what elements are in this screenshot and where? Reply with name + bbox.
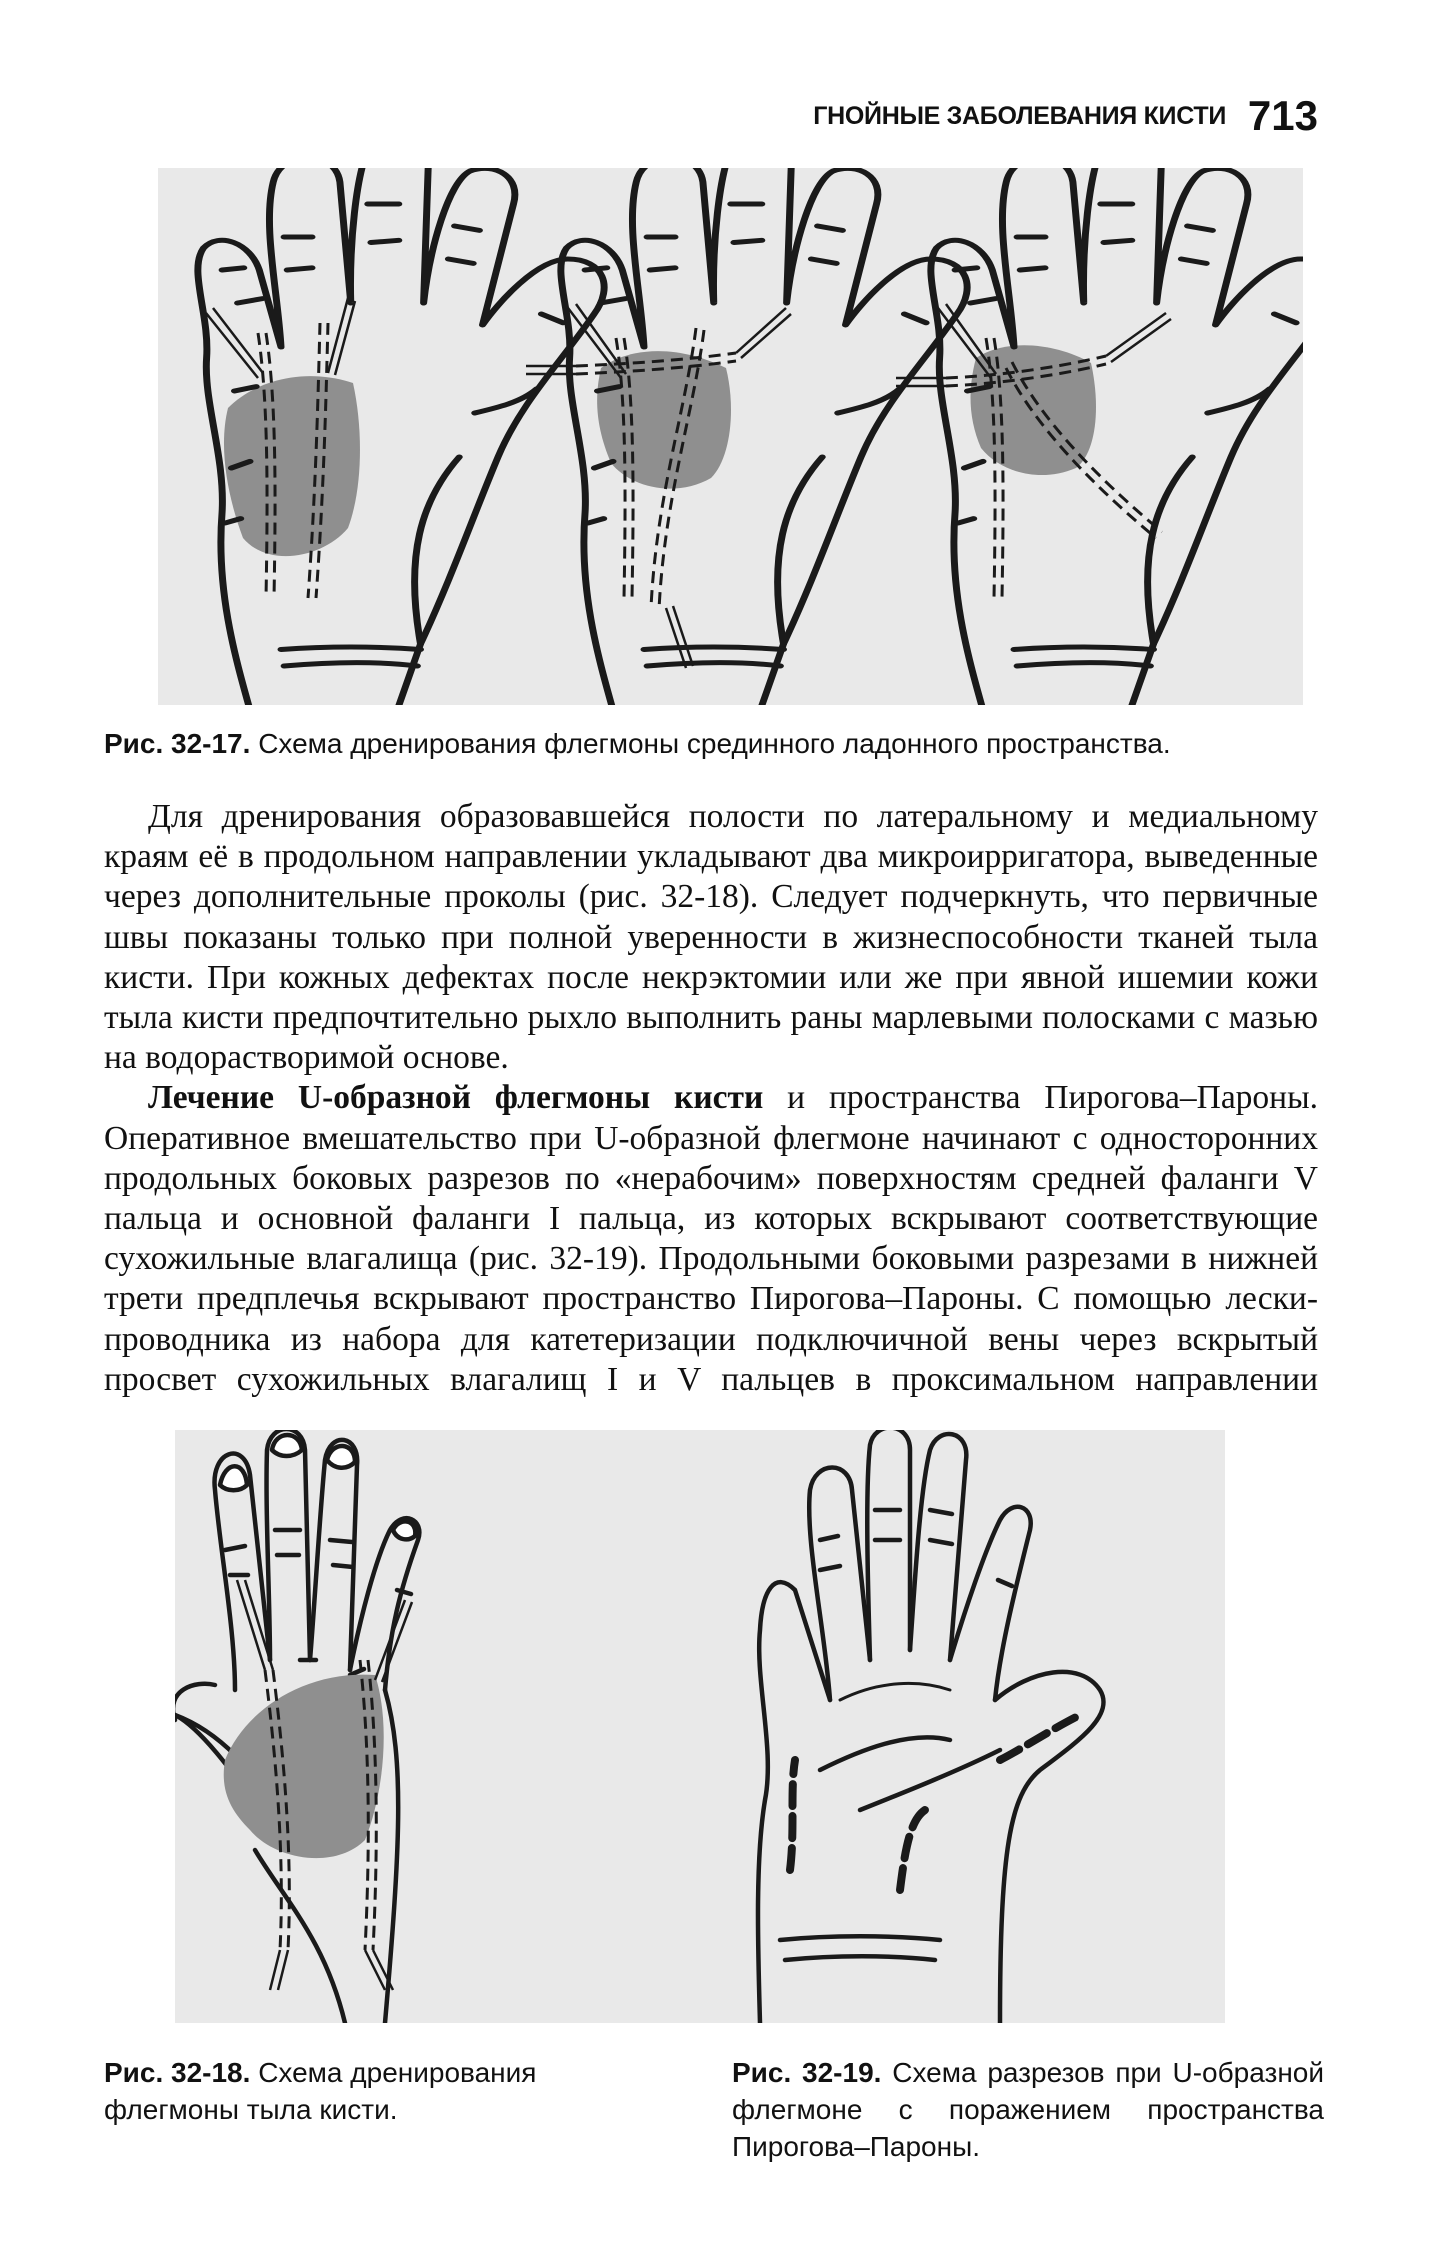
figure-label: Рис. 32-18. bbox=[104, 2057, 251, 2088]
page-number: 713 bbox=[1247, 92, 1318, 139]
figure-32-19-caption bbox=[732, 2054, 1324, 2165]
figure-32-17 bbox=[158, 168, 1303, 705]
figure-32-18-caption bbox=[104, 2054, 664, 2128]
caption-text: Схема разрезов при U-образной флегмоне с поражением пространства Пирогова–Пароны. bbox=[732, 2057, 1324, 2162]
page-header bbox=[0, 92, 1318, 142]
figures-32-18-32-19 bbox=[175, 1430, 1225, 2023]
figure-label: Рис. 32-19. bbox=[732, 2057, 882, 2088]
incision-lines bbox=[790, 1715, 1080, 1890]
abscess-area bbox=[224, 1675, 384, 1859]
palmar-hand-drawing bbox=[758, 1430, 1104, 2023]
figure-32-17-illustration bbox=[158, 168, 1303, 705]
running-title: ГНОЙНЫЕ ЗАБОЛЕВАНИЯ КИСТИ bbox=[813, 102, 1226, 130]
caption-text: Схема дренирования флегмоны тыла кисти. bbox=[104, 2057, 537, 2125]
figure-32-17-caption bbox=[104, 725, 1324, 762]
body-text bbox=[104, 797, 1318, 1400]
section-lead: Лечение U-образной флегмоны кисти bbox=[148, 1079, 764, 1117]
figure-label: Рис. 32-17. bbox=[104, 728, 251, 759]
paragraph-text: и пространства Пирогова–Пароны. Оперативное вмешательство при U-образной флегмоне начинают с односторонних продольных боковых разрезов по «нерабочим» поверхностям средней фаланги V пальца и основной фаланги I пальца, из которых вскрывают соответствующие сухожильные влагалища (рис. 32-19). Продольными боковыми разрезами в нижней трети предплечья вскрывают пространство Пирогова–Пароны. С помощью лески-проводника из набора для катетеризации подключичной вены через вскрытый просвет сухожильных влагалищ I и V пальцев в проксимальном направлении bbox=[104, 1079, 1318, 1398]
paragraph: Для дренирования образовавшейся полости по латеральному и медиальному краям её в продольном направлении укладывают два микроирригатора, выведенные через дополнительные проколы (рис. 32-18). Следует подчеркнуть, что первичные швы показаны только при полной уверенности в жизнеспособности тканей тыла кисти. При кожных дефектах после некрэктомии или же при явной ишемии кожи тыла кисти предпочтительно рыхло выполнить раны марлевыми полосками с мазью на водорастворимой основе. bbox=[104, 798, 1318, 1077]
paragraph bbox=[104, 1078, 1318, 1400]
caption-text: Схема дренирования флегмоны срединного ладонного пространства. bbox=[258, 728, 1171, 759]
figures-32-18-32-19-illustration bbox=[175, 1430, 1225, 2023]
